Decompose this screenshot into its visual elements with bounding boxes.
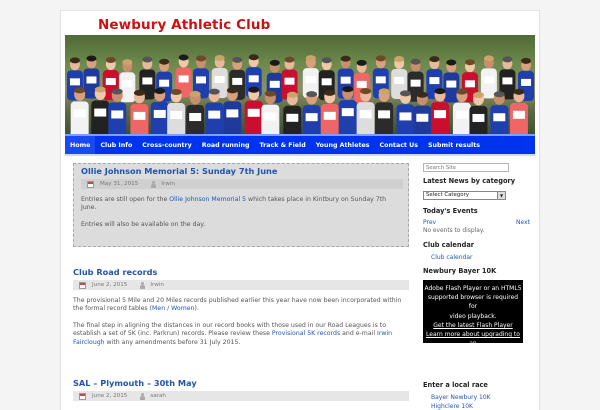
flash-text: Adobe Flash Player or an HTML5 (424, 285, 522, 292)
post-body (81, 196, 403, 229)
text: The provisional 5 Mile and 20 Miles records published earlier this year have now been incorporated within the formal record tables ( (73, 297, 402, 313)
post-title[interactable]: Club Road records (73, 267, 158, 277)
author-icon (150, 181, 156, 188)
irwin-email-link[interactable]: Irwin Fairclough (73, 330, 393, 346)
post-author[interactable]: sarah (150, 393, 166, 399)
flash-text: video playback. (449, 312, 497, 320)
main-nav (65, 134, 535, 154)
author-icon (139, 282, 145, 289)
html5-browser-link[interactable]: HTML5 browser (449, 349, 497, 357)
no-events-text: No events to display. (423, 228, 485, 234)
page-container (60, 10, 540, 410)
ollie-memorial-link[interactable]: Ollie Johnson Memorial 5 (169, 196, 247, 203)
post-date: May 31, 2015 (100, 181, 139, 187)
post-meta (81, 179, 403, 189)
text: Entries are still open for the (81, 196, 170, 203)
post-paragraph: Entries will also be available on the day. (81, 220, 206, 228)
nav-track-field[interactable]: Track & Field (259, 141, 306, 149)
nav-young-athletes[interactable]: Young Athletes (315, 141, 370, 149)
site-title[interactable]: Newbury Athletic Club (98, 17, 271, 33)
nav-club-info[interactable]: Club Info (100, 141, 133, 149)
calendar-icon (87, 181, 94, 188)
text: which takes place in Kintbury on Sunday 7th June. (81, 196, 387, 212)
highclere-10k-link[interactable]: Highclere 10K (431, 403, 473, 410)
club-calendar-link[interactable]: Club calendar (431, 254, 473, 261)
author-icon (139, 393, 145, 400)
search-input[interactable] (423, 163, 509, 172)
category-select[interactable] (423, 191, 506, 200)
get-flash-link[interactable]: Get the latest Flash Player (433, 321, 513, 329)
text: / (165, 305, 172, 313)
bayer-10k-link[interactable]: Bayer Newbury 10K (431, 394, 491, 401)
chevron-down-icon: ▼ (497, 192, 505, 199)
women-records-link[interactable]: Women (171, 305, 195, 313)
prev-link[interactable]: Prev (423, 219, 437, 226)
post-paragraph (81, 196, 403, 213)
text: with any amendments before 31 July 2015. (104, 338, 241, 346)
athletes-group-photo (65, 35, 535, 134)
next-link[interactable]: Next (516, 219, 530, 226)
select-value: Select Category (426, 192, 469, 198)
post-body (73, 297, 409, 347)
nav-contact-us[interactable]: Contact Us (379, 141, 418, 149)
flash-text: supported browser is required for (427, 294, 519, 311)
post-title[interactable]: SAL – Plymouth – 30th May (73, 378, 197, 388)
post-featured (73, 163, 409, 247)
nav-submit-results[interactable]: Submit results (428, 141, 480, 149)
post-paragraph (73, 322, 409, 347)
text: ). (194, 305, 199, 313)
race-widget-title: Enter a local race (423, 381, 488, 389)
post-sal-plymouth (73, 378, 409, 401)
header-image (65, 35, 535, 134)
html5-browser-link[interactable]: Learn more about upgrading to an (426, 331, 520, 348)
post-date: June 2, 2015 (92, 282, 128, 288)
post-date: June 2, 2015 (92, 393, 128, 399)
post-title[interactable]: Ollie Johnson Memorial 5: Sunday 7th June (81, 166, 278, 176)
post-author[interactable]: Irwin (161, 181, 175, 187)
nav-home[interactable]: Home (65, 136, 95, 154)
men-records-link[interactable]: Men (152, 305, 166, 313)
post-author[interactable]: Irwin (150, 282, 164, 288)
text: The final step in aligning the distances in our record books with those used in our Road Leagues is to establish a set of 5K (inc. Parkrun) records. Please review these (73, 321, 386, 338)
nav-road-running[interactable]: Road running (201, 141, 250, 149)
provisional-5k-link[interactable]: Provisional 5K records (271, 330, 341, 338)
nav-divider (65, 154, 535, 156)
events-widget-title: Today's Events (423, 207, 478, 215)
post-paragraph (73, 297, 409, 314)
nav-cross-country[interactable]: Cross-country (142, 141, 192, 149)
post-club-road-records (73, 267, 409, 355)
bayer-widget-title: Newbury Bayer 10K (423, 267, 497, 275)
post-meta (73, 280, 409, 290)
calendar-widget-title: Club calendar (423, 241, 475, 249)
text: and e-mail (340, 330, 378, 338)
video-player-placeholder (423, 280, 523, 357)
calendar-icon (79, 282, 86, 289)
news-widget-title: Latest News by category (423, 177, 516, 185)
calendar-icon (79, 393, 86, 400)
